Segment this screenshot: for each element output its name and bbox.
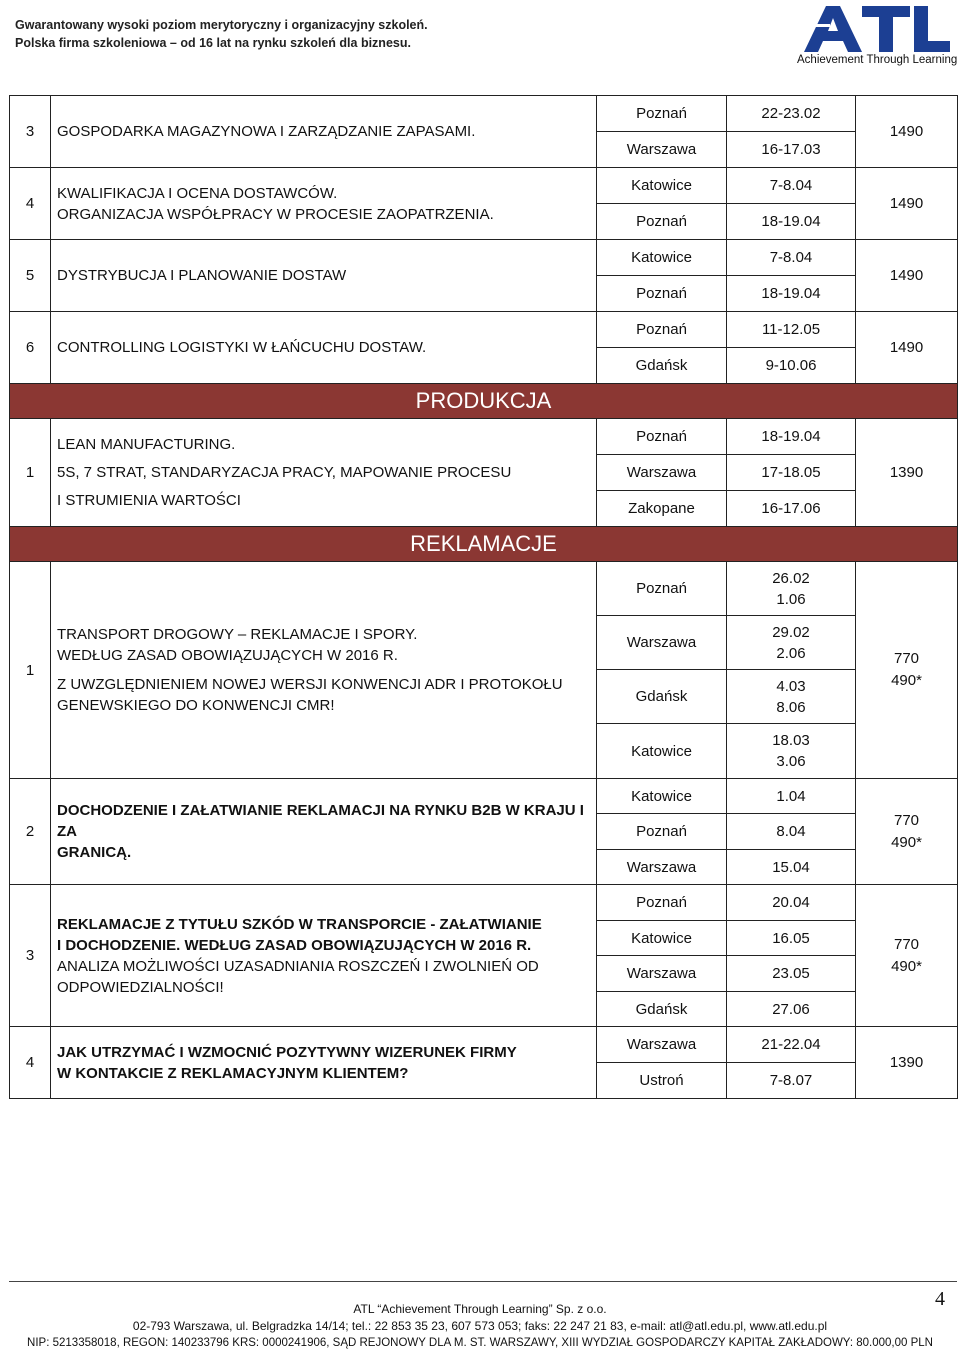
price-line: 490* [891, 957, 922, 975]
date: 11-12.05 [727, 312, 856, 348]
price-line: 770 [893, 650, 920, 667]
course-title [51, 885, 597, 1027]
price: 1490 [856, 96, 958, 168]
location: Gdańsk [597, 348, 727, 384]
date: 16.05 [727, 921, 856, 956]
date [727, 724, 856, 779]
date [727, 670, 856, 724]
page-header [0, 0, 960, 80]
course-title: GOSPODARKA MAGAZYNOWA I ZARZĄDZANIE ZAPASAMI. [51, 96, 597, 168]
footer-contact: 02-793 Warszawa, ul. Belgradzka 14/14; tel.: 22 853 35 23, 607 573 053; faks: 22 247 21 83, e-mail: atl@atl.edu.pl, www.atl.edu.pl [132, 1319, 828, 1333]
table-row [10, 562, 958, 616]
price: 1490 [856, 312, 958, 384]
date-line: 26.02 [772, 569, 810, 587]
table-row [10, 779, 958, 814]
course-title-line: ANALIZA MOŻLIWOŚCI UZASADNIANIA ROSZCZEŃ I ZWOLNIEŃ OD [57, 957, 539, 975]
date: 23.05 [727, 956, 856, 992]
date: 18-19.04 [727, 204, 856, 240]
table-row [10, 419, 958, 455]
location: Warszawa [597, 132, 727, 168]
row-number: 2 [10, 779, 51, 885]
date-line: 4.03 [776, 677, 806, 695]
date-line: 18.03 [772, 732, 810, 749]
table-row [10, 885, 958, 921]
footer-divider [9, 1281, 957, 1282]
course-title-line: 5S, 7 STRAT, STANDARYZACJA PRACY, MAPOWANIE PROCESU [57, 463, 512, 481]
date-line: 1.06 [776, 590, 806, 608]
price-line: 490* [891, 833, 922, 851]
date: 8.04 [727, 814, 856, 850]
course-title [51, 168, 597, 240]
table-row [10, 96, 958, 132]
price: 1390 [856, 1027, 958, 1099]
table-row [10, 168, 958, 204]
date: 20.04 [727, 885, 856, 921]
price [856, 885, 958, 1027]
date: 1.04 [727, 779, 856, 814]
logo-subtitle: Achievement Through Learning [797, 54, 958, 66]
section-header-reklamacje [10, 527, 958, 562]
location: Gdańsk [597, 670, 727, 724]
date [727, 562, 856, 616]
location: Poznań [597, 204, 727, 240]
header-tagline-1: Gwarantowany wysoki poziom merytoryczny i organizacyjny szkoleń. [15, 18, 428, 32]
course-title-line: LEAN MANUFACTURING. [57, 435, 236, 453]
location: Katowice [597, 779, 727, 814]
course-title [51, 1027, 597, 1099]
course-title-line: ODPOWIEDZIALNOŚCI! [57, 978, 224, 996]
location: Zakopane [597, 491, 727, 527]
location: Warszawa [597, 1027, 727, 1063]
date: 17-18.05 [727, 455, 856, 491]
location: Poznań [597, 96, 727, 132]
course-title [51, 779, 597, 885]
date-line: 3.06 [776, 753, 806, 770]
price [856, 779, 958, 885]
price: 1490 [856, 240, 958, 312]
location: Poznań [597, 814, 727, 850]
location: Poznań [597, 276, 727, 312]
date [727, 616, 856, 670]
location: Warszawa [597, 616, 727, 670]
location: Warszawa [597, 956, 727, 992]
table-row [10, 312, 958, 348]
course-title-line: GENEWSKIEGO DO KONWENCJI CMR! [57, 697, 335, 714]
course-title-line: JAK UTRZYMAĆ I WZMOCNIĆ POZYTYWNY WIZERUNEK FIRMY [57, 1043, 517, 1061]
section-title: PRODUKCJA [10, 384, 958, 419]
location: Katowice [597, 240, 727, 276]
course-title: DYSTRYBUCJA I PLANOWANIE DOSTAW [51, 240, 597, 312]
location: Poznań [597, 419, 727, 455]
training-schedule-table [9, 95, 958, 1099]
price: 1490 [856, 168, 958, 240]
section-header-produkcja [10, 384, 958, 419]
location: Warszawa [597, 850, 727, 885]
course-title-line: ORGANIZACJA WSPÓŁPRACY W PROCESIE ZAOPATRZENIA. [57, 205, 494, 223]
footer-company: ATL “Achievement Through Learning” Sp. z o.o. [353, 1302, 607, 1316]
location: Warszawa [597, 455, 727, 491]
price-line: 490* [891, 672, 922, 689]
course-title-line: WEDŁUG ZASAD OBOWIĄZUJĄCYCH W 2016 R. [57, 647, 398, 664]
price-line: 770 [893, 811, 920, 829]
date: 7-8.04 [727, 168, 856, 204]
location: Gdańsk [597, 992, 727, 1027]
price: 1390 [856, 419, 958, 527]
footer-registration: NIP: 5213358018, REGON: 140233796 KRS: 0000241906, SĄD REJONOWY DLA M. ST. WARSZAWY, XIII WYDZIAŁ GOSPODARCZY KAPITAŁ ZAKŁADOWY: 80.000,00 PLN [27, 1337, 933, 1349]
course-title-line: REKLAMACJE Z TYTUŁU SZKÓD W TRANSPORCIE - ZAŁATWIANIE [57, 915, 542, 933]
course-title [51, 562, 597, 779]
course-title-line: W KONTAKCIE Z REKLAMACYJNYM KLIENTEM? [57, 1064, 409, 1082]
date: 18-19.04 [727, 419, 856, 455]
section-title: REKLAMACJE [10, 527, 958, 562]
date: 22-23.02 [727, 96, 856, 132]
location: Poznań [597, 312, 727, 348]
date: 16-17.06 [727, 491, 856, 527]
course-title-line: TRANSPORT DROGOWY – REKLAMACJE I SPORY. [57, 626, 418, 643]
location: Poznań [597, 562, 727, 616]
row-number: 1 [10, 419, 51, 527]
table-row [10, 240, 958, 276]
price [856, 562, 958, 779]
date: 16-17.03 [727, 132, 856, 168]
date: 7-8.07 [727, 1063, 856, 1099]
date: 21-22.04 [727, 1027, 856, 1063]
date: 7-8.04 [727, 240, 856, 276]
price-line: 770 [893, 935, 920, 953]
course-title-line: Z UWZGLĘDNIENIEM NOWEJ WERSJI KONWENCJI ADR I PROTOKOŁU [57, 676, 563, 693]
location: Katowice [597, 168, 727, 204]
page-number: 4 [935, 1288, 945, 1310]
date: 27.06 [727, 992, 856, 1027]
course-title [51, 419, 597, 527]
date-line: 29.02 [772, 623, 810, 641]
course-title-line: GRANICĄ. [57, 844, 132, 861]
date: 9-10.06 [727, 348, 856, 384]
location: Poznań [597, 885, 727, 921]
row-number: 3 [10, 885, 51, 1027]
location: Katowice [597, 921, 727, 956]
location: Katowice [597, 724, 727, 779]
row-number: 3 [10, 96, 51, 168]
date: 15.04 [727, 850, 856, 885]
course-title: CONTROLLING LOGISTYKI W ŁAŃCUCHU DOSTAW. [51, 312, 597, 384]
course-title-line: DOCHODZENIE I ZAŁATWIANIE REKLAMACJI NA RYNKU B2B W KRAJU I ZA [57, 802, 584, 840]
course-title-line: I STRUMIENIA WARTOŚCI [57, 491, 241, 509]
table-row [10, 1027, 958, 1063]
course-title-line: I DOCHODZENIE. WEDŁUG ZASAD OBOWIĄZUJĄCYCH W 2016 R. [57, 936, 532, 954]
header-tagline-2: Polska firma szkoleniowa – od 16 lat na rynku szkoleń dla biznesu. [15, 36, 411, 50]
row-number: 4 [10, 168, 51, 240]
row-number: 5 [10, 240, 51, 312]
row-number: 6 [10, 312, 51, 384]
date: 18-19.04 [727, 276, 856, 312]
location: Ustroń [597, 1063, 727, 1099]
date-line: 8.06 [776, 698, 806, 716]
date-line: 2.06 [776, 644, 806, 662]
row-number: 1 [10, 562, 51, 779]
row-number: 4 [10, 1027, 51, 1099]
course-title-line: KWALIFIKACJA I OCENA DOSTAWCÓW. [57, 184, 338, 202]
